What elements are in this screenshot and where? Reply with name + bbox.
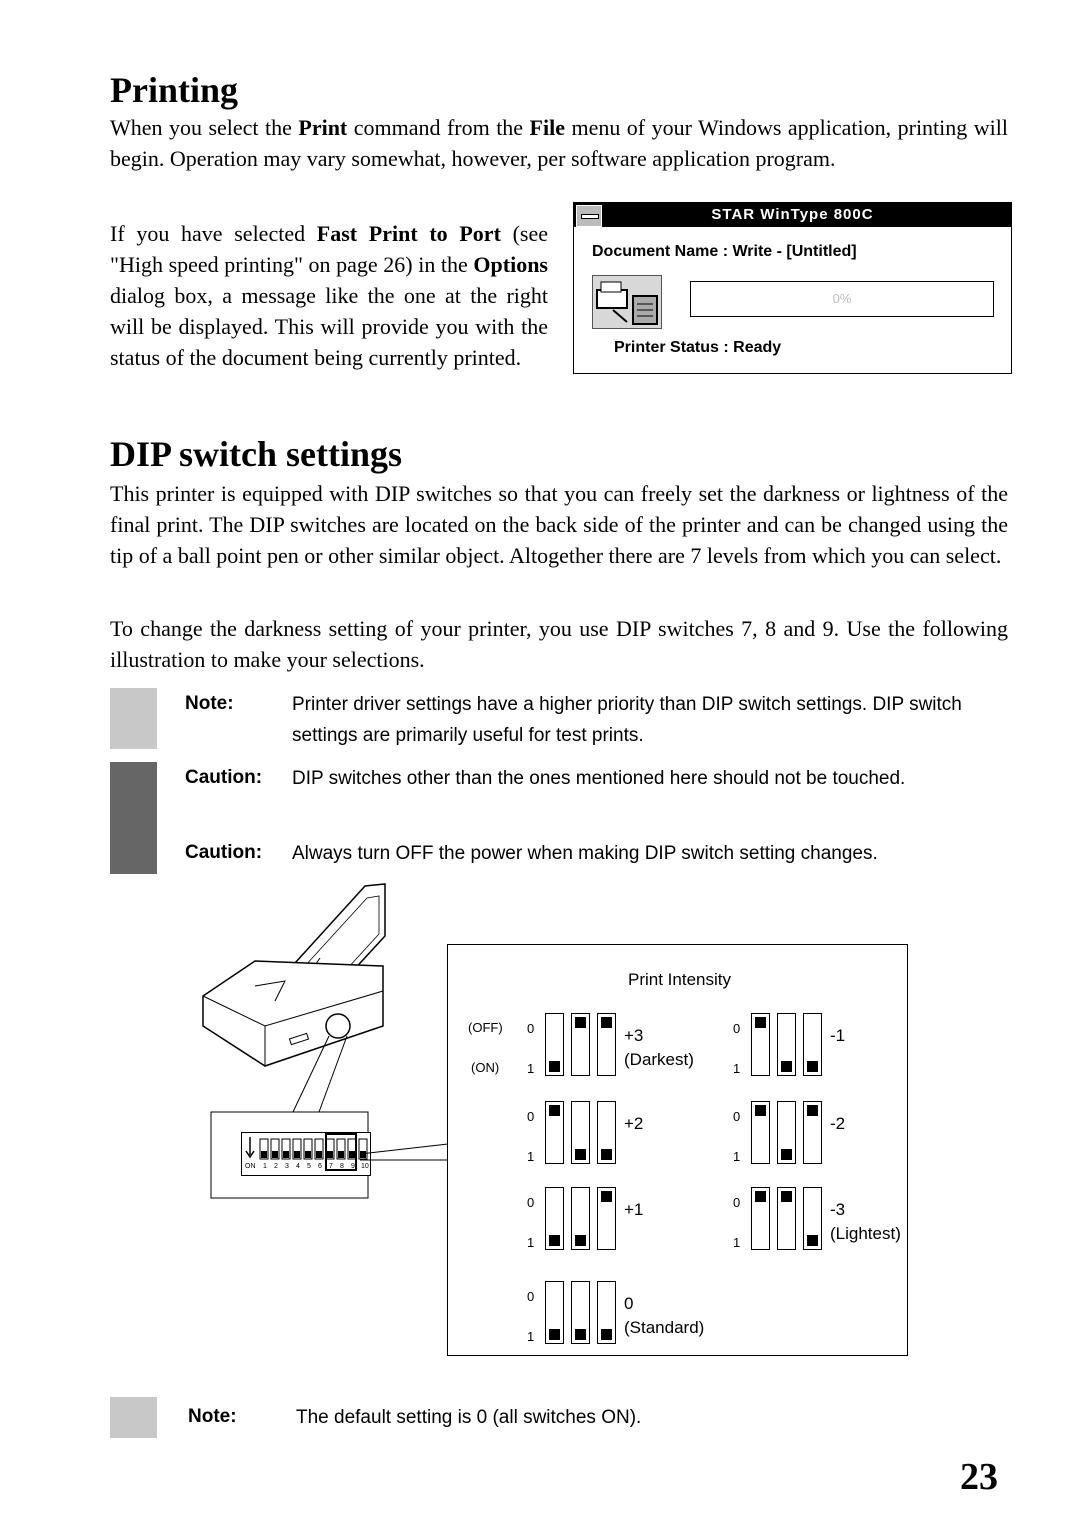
dip-switch (597, 1187, 616, 1250)
dip-switch (751, 1101, 770, 1164)
switch-knob (807, 1105, 818, 1116)
dip-switch (803, 1187, 822, 1250)
dip-switch (571, 1101, 590, 1164)
switch-knob (575, 1149, 586, 1160)
switch-knob (549, 1235, 560, 1246)
note-bar (110, 688, 157, 749)
caution-label-1: Caution: (185, 767, 263, 788)
switch-group (729, 1187, 909, 1257)
off-value: 0 (527, 1289, 535, 1304)
dip-switch (597, 1101, 616, 1164)
diagram-title: Print Intensity (628, 970, 731, 989)
intensity-sublabel: (Standard) (624, 1318, 705, 1337)
print-status-dialog (573, 202, 1012, 374)
dialog-title-bar (574, 203, 1011, 227)
on-value: 1 (527, 1235, 535, 1250)
dip-switch (777, 1013, 796, 1076)
on-value: 1 (527, 1329, 535, 1344)
switch-group (729, 1101, 909, 1171)
intensity-label: -3 (830, 1200, 846, 1219)
switch-knob (755, 1191, 766, 1202)
footer-note-bar (110, 1397, 157, 1438)
switch-knob (601, 1329, 612, 1340)
caution-text-2: Always turn OFF the power when making DIP switch setting changes. (292, 843, 878, 864)
printing-paragraph-2: If you have selected Fast Print to Port (see "High speed printing" on page 26) in the Options dialog box, a message like the one at the right will be displayed. This will provide you with the status of the document being currently printed. (110, 221, 549, 370)
on-value: 1 (527, 1061, 535, 1076)
dip-switch (571, 1187, 590, 1250)
dip-switch (751, 1187, 770, 1250)
dialog-title: STAR WinType 800C (711, 206, 874, 223)
switch-knob (807, 1061, 818, 1072)
intensity-label: +3 (624, 1026, 644, 1045)
switch-knob (601, 1149, 612, 1160)
dip-switch-inset: ON 1 2 3 4 5 6 7 8 9 10 (241, 1132, 371, 1176)
intensity-label: -1 (830, 1026, 846, 1045)
switch-group (523, 1013, 703, 1083)
dip-switch (777, 1187, 796, 1250)
printer-status-label: Printer Status : Ready (614, 339, 782, 356)
on-label: (ON) (471, 1060, 500, 1075)
switch-knob (807, 1235, 818, 1246)
dip-switch (597, 1281, 616, 1344)
switch-knob (755, 1105, 766, 1116)
dip-paragraph-2: To change the darkness setting of your printer, you use DIP switches 7, 8 and 9. Use the following illustration to make your selections. (110, 616, 1008, 672)
switch-knob (575, 1235, 586, 1246)
off-value: 0 (733, 1021, 741, 1036)
switch-group (523, 1187, 703, 1257)
off-value: 0 (527, 1195, 535, 1210)
note-text: Printer driver settings have a higher priority than DIP switch settings. DIP switch settings are primarily useful for test prints. (292, 694, 962, 746)
on-value: 1 (733, 1235, 741, 1250)
print-intensity-diagram (447, 944, 908, 1356)
caution-label-2: Caution: (185, 842, 263, 863)
intensity-sublabel: (Lightest) (830, 1224, 901, 1243)
switch-knob (575, 1017, 586, 1028)
system-menu-icon[interactable] (576, 205, 602, 227)
caution-bar (110, 762, 157, 874)
switch-group (729, 1013, 909, 1083)
off-label: (OFF) (468, 1020, 503, 1035)
off-value: 0 (527, 1109, 535, 1124)
intensity-sublabel: (Darkest) (624, 1050, 694, 1069)
on-value: 1 (733, 1149, 741, 1164)
switch-knob (549, 1105, 560, 1116)
printing-heading: Printing (110, 70, 239, 110)
printing-paragraph-1: When you select the Print command from the File menu of your Windows application, printing will begin. Operation may vary somewhat, however, per software application program. (110, 115, 1008, 171)
footer-note-text: The default setting is 0 (all switches ON). (296, 1407, 642, 1428)
dip-heading: DIP switch settings (110, 434, 403, 474)
switch-knob (549, 1061, 560, 1072)
progress-bar (690, 281, 994, 317)
footer-note-label: Note: (188, 1406, 237, 1427)
document-name-label: Document Name : Write - [Untitled] (592, 243, 857, 260)
dip-switch (597, 1013, 616, 1076)
dip-switch (571, 1281, 590, 1344)
off-value: 0 (733, 1195, 741, 1210)
dip-switch (751, 1013, 770, 1076)
dip-switch (545, 1187, 564, 1250)
intensity-label: -2 (830, 1114, 846, 1133)
switch-knob (755, 1017, 766, 1028)
on-value: 1 (733, 1061, 741, 1076)
switch-knob (549, 1329, 560, 1340)
connector-lines (360, 1140, 450, 1170)
intensity-label: 0 (624, 1294, 634, 1313)
inset-on-label: ON (245, 1163, 256, 1170)
dip-switch (803, 1101, 822, 1164)
intensity-label: +2 (624, 1114, 644, 1133)
dip-switch (545, 1101, 564, 1164)
dip-switch (545, 1013, 564, 1076)
dip-switch (803, 1013, 822, 1076)
caution-text-1: DIP switches other than the ones mentioned here should not be touched. (292, 768, 906, 789)
dip-switch (545, 1281, 564, 1344)
switch-knob (781, 1061, 792, 1072)
page-number: 23 (960, 1456, 998, 1498)
off-value: 0 (527, 1021, 535, 1036)
switch-knob (781, 1149, 792, 1160)
switch-group (523, 1281, 703, 1351)
switch-knob (601, 1017, 612, 1028)
dip-paragraph-1: This printer is equipped with DIP switches so that you can freely set the darkness or lightness of the final print. The DIP switches are located on the back side of the printer and can be changed using the tip of a ball point pen or other similar object. Altogether there are 7 levels from which you can select. (110, 481, 1008, 568)
on-value: 1 (527, 1149, 535, 1164)
switch-knob (575, 1329, 586, 1340)
intensity-label: +1 (624, 1200, 644, 1219)
dip-switch (571, 1013, 590, 1076)
switch-knob (781, 1191, 792, 1202)
switch-group (523, 1101, 703, 1171)
printer-icon (592, 275, 662, 329)
note-label: Note: (185, 693, 234, 714)
progress-percent: 0% (832, 291, 852, 306)
switch-knob (601, 1191, 612, 1202)
off-value: 0 (733, 1109, 741, 1124)
dip-switch (777, 1101, 796, 1164)
